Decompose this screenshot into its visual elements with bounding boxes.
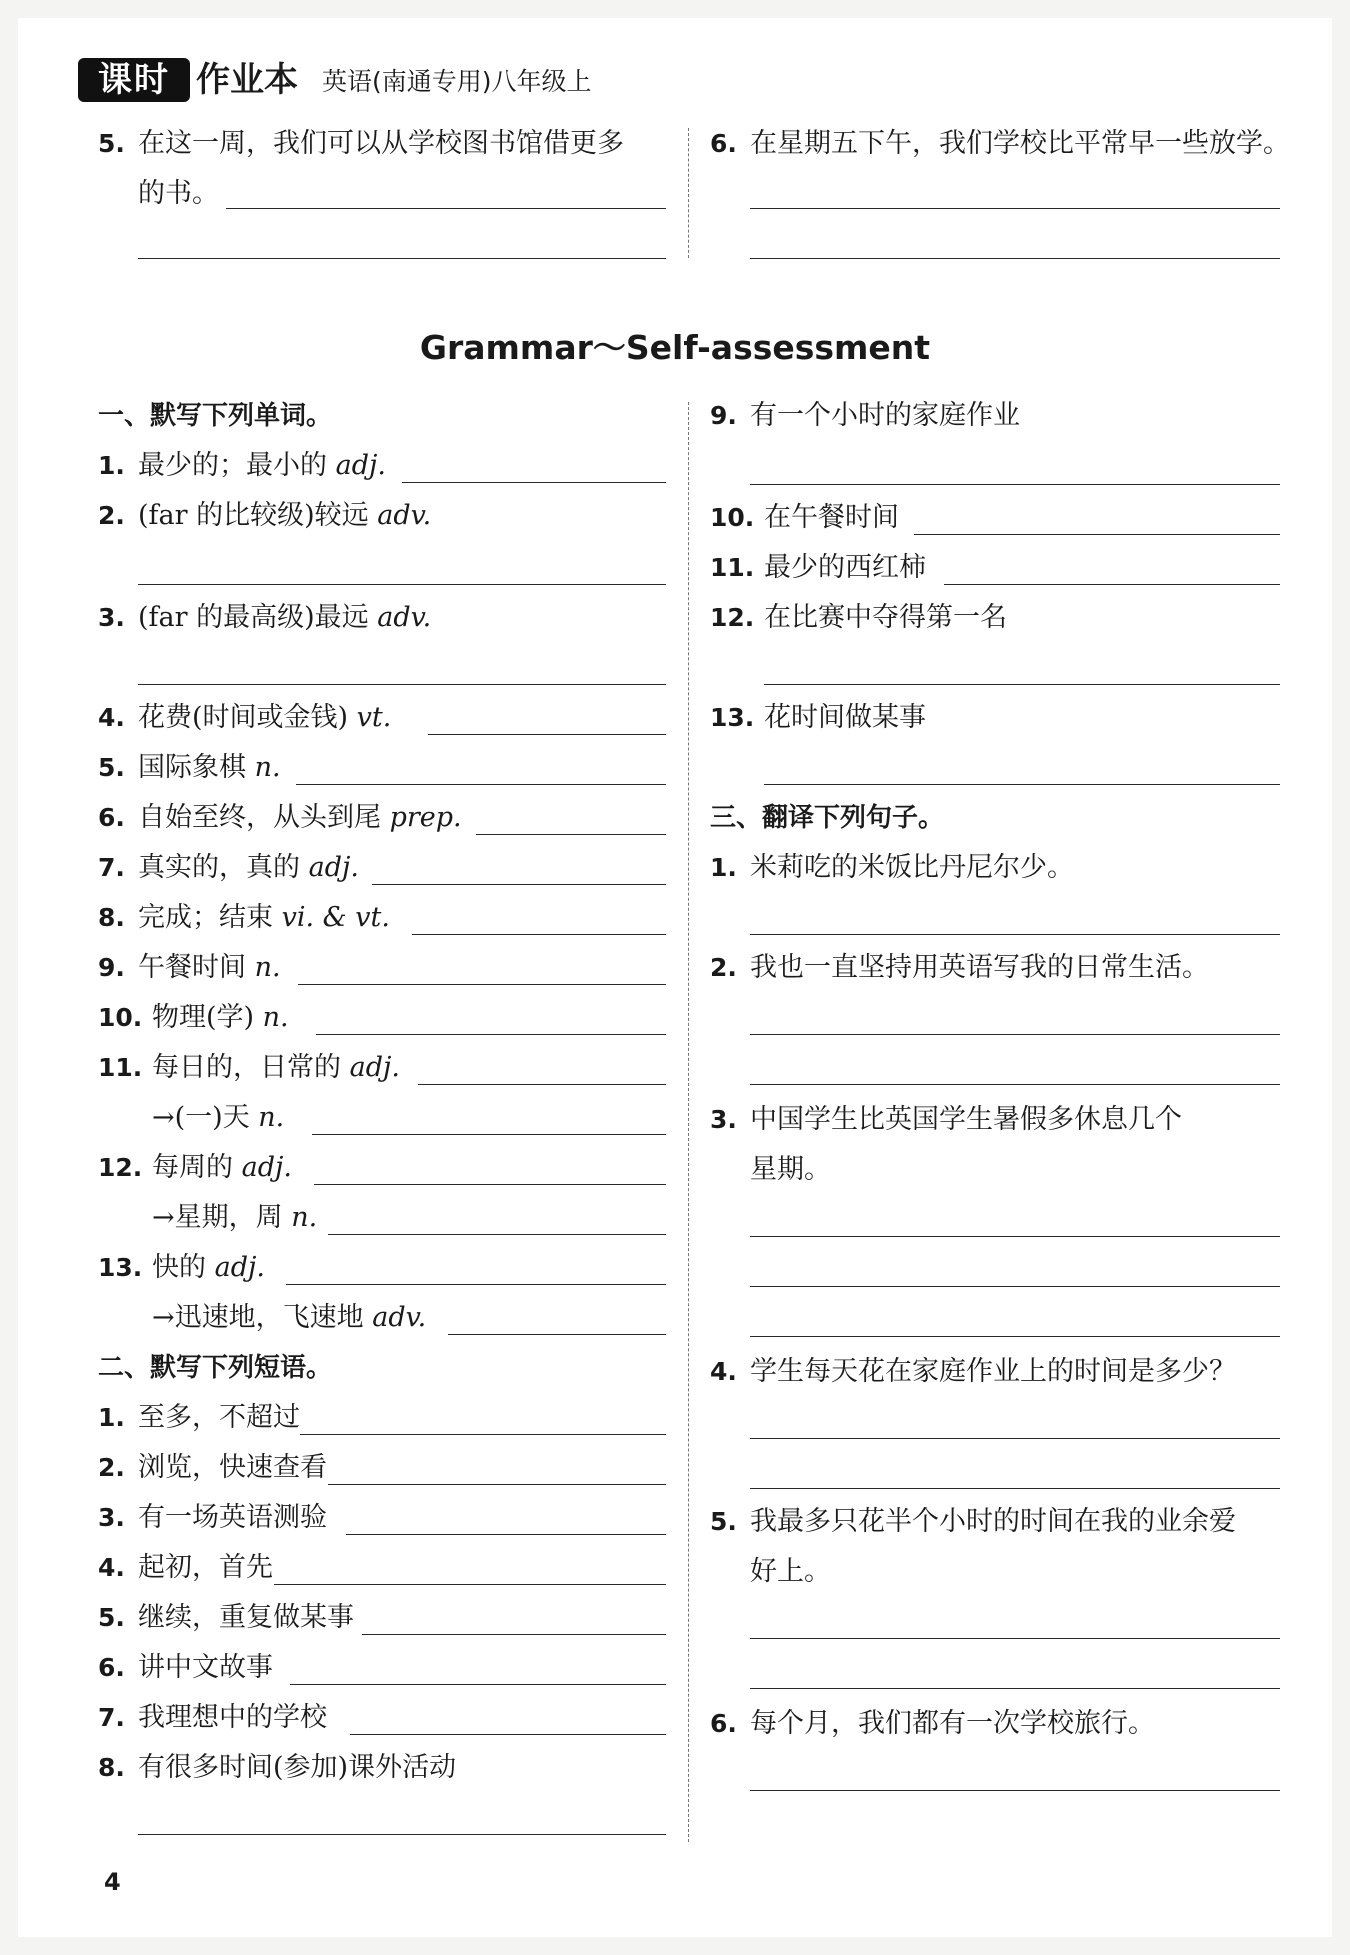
word-item-9: 午餐时间 n. [138,952,281,983]
phrase-item-12: 在比赛中夺得第一名 [764,602,1007,633]
phrase-item-number: 6. [98,1653,125,1682]
word-item-11-derived: →(一)天 n. [152,1102,285,1133]
answer-line[interactable] [274,1584,666,1585]
phrase-item-5: 继续，重复做某事 [138,1602,354,1633]
word-item-3: (far 的最高级)最远 adv. [138,602,432,633]
answer-line[interactable] [346,1534,666,1535]
part1-heading: 一、默写下列单词。 [98,401,333,431]
phrase-item-8: 有很多时间(参加)课外活动 [138,1752,457,1783]
word-item-number: 3. [98,603,125,632]
phrase-item-number: 9. [710,401,737,430]
sentence-item-4: 学生每天花在家庭作业上的时间是多少？ [750,1356,1236,1387]
answer-line[interactable] [448,1334,666,1335]
word-item-8: 完成；结束 vi. & vt. [138,902,390,933]
word-item-number: 8. [98,903,125,932]
word-item-number: 13. [98,1253,143,1282]
answer-line[interactable] [428,734,666,735]
sentence-item-number: 5. [710,1507,737,1536]
answer-line[interactable] [750,1638,1280,1639]
answer-line[interactable] [362,1634,666,1635]
word-item-13-derived: →迅速地，飞速地 adv. [152,1302,427,1333]
sentence-item-3-line1: 中国学生比英国学生暑假多休息几个 [750,1104,1182,1135]
word-item-number: 12. [98,1153,143,1182]
answer-line[interactable] [372,884,666,885]
answer-line[interactable] [138,258,666,259]
phrase-item-13: 花时间做某事 [764,702,926,733]
answer-line[interactable] [750,1084,1280,1085]
sentence-item-number: 1. [710,853,737,882]
answer-line[interactable] [300,1434,666,1435]
phrase-item-number: 12. [710,603,755,632]
top-item-5-line2: 的书。 [138,178,219,209]
phrase-item-4: 起初，首先 [138,1552,273,1583]
column-divider-main [688,402,689,1842]
phrase-item-2: 浏览，快速查看 [138,1452,327,1483]
part2-heading: 二、默写下列短语。 [98,1353,333,1383]
word-item-number: 9. [98,953,125,982]
answer-line[interactable] [298,984,666,985]
word-item-5: 国际象棋 n. [138,752,281,783]
answer-line[interactable] [750,258,1280,259]
phrase-item-11: 最少的西红柿 [764,552,926,583]
top-item-5-number: 5. [98,129,125,158]
answer-line[interactable] [328,1484,666,1485]
answer-line[interactable] [138,584,666,585]
sentence-item-number: 3. [710,1105,737,1134]
subject-info: 英语(南通专用)八年级上 [322,67,592,96]
answer-line[interactable] [750,1488,1280,1489]
answer-line[interactable] [914,534,1280,535]
answer-line[interactable] [296,784,666,785]
word-item-number: 5. [98,753,125,782]
answer-line[interactable] [750,1286,1280,1287]
word-item-11: 每日的，日常的 adj. [152,1052,400,1083]
top-item-5-line1: 在这一周，我们可以从学校图书馆借更多 [138,128,624,159]
word-item-1: 最少的；最小的 adj. [138,450,386,481]
word-item-number: 2. [98,501,125,530]
answer-line[interactable] [944,584,1280,585]
answer-line[interactable] [138,1834,666,1835]
word-item-7: 真实的，真的 adj. [138,852,359,883]
answer-line[interactable] [350,1734,666,1735]
phrase-item-number: 13. [710,703,755,732]
answer-line[interactable] [750,1336,1280,1337]
answer-line[interactable] [764,684,1280,685]
answer-line[interactable] [750,1790,1280,1791]
answer-line[interactable] [402,482,666,483]
answer-line[interactable] [750,1438,1280,1439]
phrase-item-number: 11. [710,553,755,582]
answer-line[interactable] [750,484,1280,485]
top-item-6-number: 6. [710,129,737,158]
phrase-item-number: 8. [98,1753,125,1782]
word-item-number: 11. [98,1053,143,1082]
answer-line[interactable] [316,1034,666,1035]
answer-line[interactable] [328,1234,666,1235]
phrase-item-number: 7. [98,1703,125,1732]
page-number: 4 [104,1868,121,1896]
phrase-item-number: 1. [98,1403,125,1432]
sentence-item-6: 每个月，我们都有一次学校旅行。 [750,1708,1155,1739]
sentence-item-3-line2: 星期。 [750,1154,831,1185]
phrase-item-6: 讲中文故事 [138,1652,273,1683]
answer-line[interactable] [312,1134,666,1135]
word-item-6: 自始至终，从头到尾 prep. [138,802,462,833]
word-item-4: 花费(时间或金钱) vt. [138,702,392,733]
sentence-item-1: 米莉吃的米饭比丹尼尔少。 [750,852,1074,883]
phrase-item-9: 有一个小时的家庭作业 [750,400,1020,431]
top-item-6-line1: 在星期五下午，我们学校比平常早一些放学。 [750,128,1290,159]
book-logo: 课时 [78,58,190,102]
section-title: Grammar～Self-assessment [419,328,931,367]
word-item-2: (far 的比较级)较远 adv. [138,500,432,531]
sentence-item-number: 6. [710,1709,737,1738]
word-item-10: 物理(学) n. [152,1002,289,1033]
answer-line[interactable] [286,1284,666,1285]
column-divider-top [688,128,689,258]
phrase-item-7: 我理想中的学校 [138,1702,327,1733]
phrase-item-number: 5. [98,1603,125,1632]
answer-line[interactable] [290,1684,666,1685]
answer-line[interactable] [750,1236,1280,1237]
word-item-12: 每周的 adj. [152,1152,292,1183]
sentence-item-2: 我也一直坚持用英语写我的日常生活。 [750,952,1209,983]
phrase-item-1: 至多，不超过 [138,1402,300,1433]
phrase-item-number: 4. [98,1553,125,1582]
word-item-12-derived: →星期，周 n. [152,1202,318,1233]
book-name: 作业本 [196,60,298,100]
answer-line[interactable] [314,1184,666,1185]
answer-line[interactable] [418,1084,666,1085]
answer-line[interactable] [750,1688,1280,1689]
phrase-item-10: 在午餐时间 [764,502,899,533]
answer-line[interactable] [138,684,666,685]
phrase-item-3: 有一场英语测验 [138,1502,327,1533]
answer-line[interactable] [476,834,666,835]
sentence-item-5-line2: 好上。 [750,1556,831,1587]
word-item-number: 1. [98,451,125,480]
phrase-item-number: 10. [710,503,755,532]
part3-heading: 三、翻译下列句子。 [710,803,945,833]
answer-line[interactable] [226,208,666,209]
answer-line[interactable] [412,934,666,935]
word-item-number: 6. [98,803,125,832]
word-item-13: 快的 adj. [152,1252,265,1283]
word-item-number: 7. [98,853,125,882]
answer-line[interactable] [750,934,1280,935]
answer-line[interactable] [750,1034,1280,1035]
sentence-item-number: 4. [710,1357,737,1386]
phrase-item-number: 2. [98,1453,125,1482]
answer-line[interactable] [764,784,1280,785]
word-item-number: 10. [98,1003,143,1032]
word-item-number: 4. [98,703,125,732]
sentence-item-5-line1: 我最多只花半个小时的时间在我的业余爱 [750,1506,1236,1537]
answer-line[interactable] [750,208,1280,209]
sentence-item-number: 2. [710,953,737,982]
phrase-item-number: 3. [98,1503,125,1532]
